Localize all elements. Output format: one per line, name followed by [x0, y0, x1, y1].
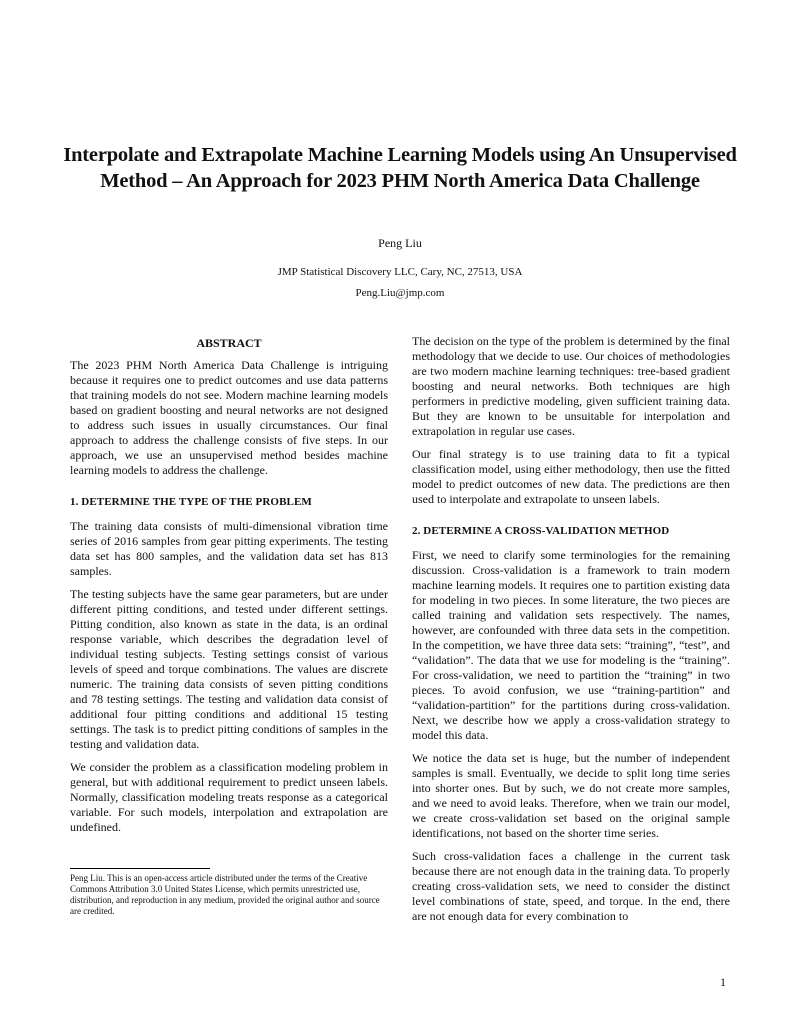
author-email: Peng.Liu@jmp.com	[355, 287, 445, 299]
left-column	[70, 334, 388, 843]
page-number: 1	[720, 975, 726, 989]
author-name: Peng Liu	[378, 236, 422, 250]
footnote	[70, 868, 388, 917]
footnote-rule	[70, 868, 210, 869]
section-1-heading: 1. DETERMINE THE TYPE OF THE PROBLEM	[70, 496, 312, 508]
right-column	[412, 334, 730, 932]
section-2-paragraph-2: We notice the data set is huge, but the number of independent samples is small. Eventually, we decide to split long time series into shorter ones. But by such, we do not create more samples, and we need to avoid leaks. Therefore, when we train our model, we create cross-validation set based on the original sample identifications, not based on the shorter time series.	[412, 751, 730, 840]
section-1-paragraph-1: The training data consists of multi-dimensional vibration time series of 2016 samples from gear pitting experiments. The testing data set has 800 samples, and the validation data set has 813 samples.	[70, 519, 388, 578]
section-1-paragraph-3: We consider the problem as a classification modeling problem in general, but with additional requirement to predict unseen labels. Normally, classification modeling treats response as a categorical variable. For such models, interpolation and extrapolation are undefined.	[70, 760, 388, 834]
footnote-text: Peng Liu. This is an open-access article distributed under the terms of the Creative Commons Attribution 3.0 United States License, which permits unrestricted use, distribution, and reproduction in any medium, provided the original author and source are credited.	[70, 873, 380, 916]
abstract-text: The 2023 PHM North America Data Challenge is intriguing because it requires one to predict outcomes and use data patterns that training models do not see. Modern machine learning models based on gradient boosting and neural networks are not designed to address such issues in usually circumstances. Our final approach to address the challenge consists of five steps. In our approach, we use an unsupervised method besides machine learning models to address the challenge.	[70, 358, 388, 477]
section-2-paragraph-3: Such cross-validation faces a challenge in the current task because there are not enough data in the training data. To properly creating cross-validation sets, we need to consider the distinct level combinations of state, speed, and torque. In the end, there are not enough data for every combination to	[412, 849, 730, 923]
problem-type-paragraph-1: The decision on the type of the problem is determined by the final methodology that we decide to use. Our choices of methodologies are two modern machine learning techniques: tree-based gradient boosting and neural networks. Both techniques are high performers in predictive modeling, given sufficient training data. But they are known to be unsuitable for interpolation and extrapolation in regular use cases.	[412, 334, 730, 438]
section-2-paragraph-1: First, we need to clarify some terminologies for the remaining discussion. Cross-validation is a framework to train modern machine learning models. It requires one to partition existing data for modeling in two pieces. In some literature, the two pieces are called training and validation sets respectively. The names, however, are confounded with three data sets in the competition. In the competition, we have three data sets: “training”, “test”, and “validation”. The data that we use for modeling is the “training”. For cross-validation, we need to partition the “training” in two pieces. To avoid confusion, we use “training-partition” and “validation-partition” for the partitions during cross-validation. Next, we describe how we apply a cross-validation strategy to model this data.	[412, 548, 730, 742]
author-affiliation: JMP Statistical Discovery LLC, Cary, NC, 27513, USA	[277, 266, 523, 278]
section-2-heading: 2. DETERMINE A CROSS-VALIDATION METHOD	[412, 525, 670, 537]
paper-title: Interpolate and Extrapolate Machine Learning Models using An Unsupervised Method – An Approach for 2023 PHM North America Data Challenge	[63, 144, 737, 192]
section-1-paragraph-2: The testing subjects have the same gear parameters, but are under different pitting conditions, and tested under different settings. Pitting condition, also known as state in the data, is an ordinal response variable, which describes the degradation level of individual testing subjects. Testing settings consist of various levels of speed and torque combinations. The values are discrete numeric. The training data consists of seven pitting conditions and 78 testing settings. The testing and validation data consist of additional four pitting conditions and additional 15 testing settings. The task is to predict pitting conditions of samples in the testing and validation data.	[70, 587, 388, 751]
abstract-heading: ABSTRACT	[196, 336, 262, 350]
problem-type-paragraph-2: Our final strategy is to use training data to fit a typical classification model, using either methodology, then use the fitted model to predict outcomes of new data. The predictions are then used to interpolate and extrapolate to unseen labels.	[412, 447, 730, 506]
